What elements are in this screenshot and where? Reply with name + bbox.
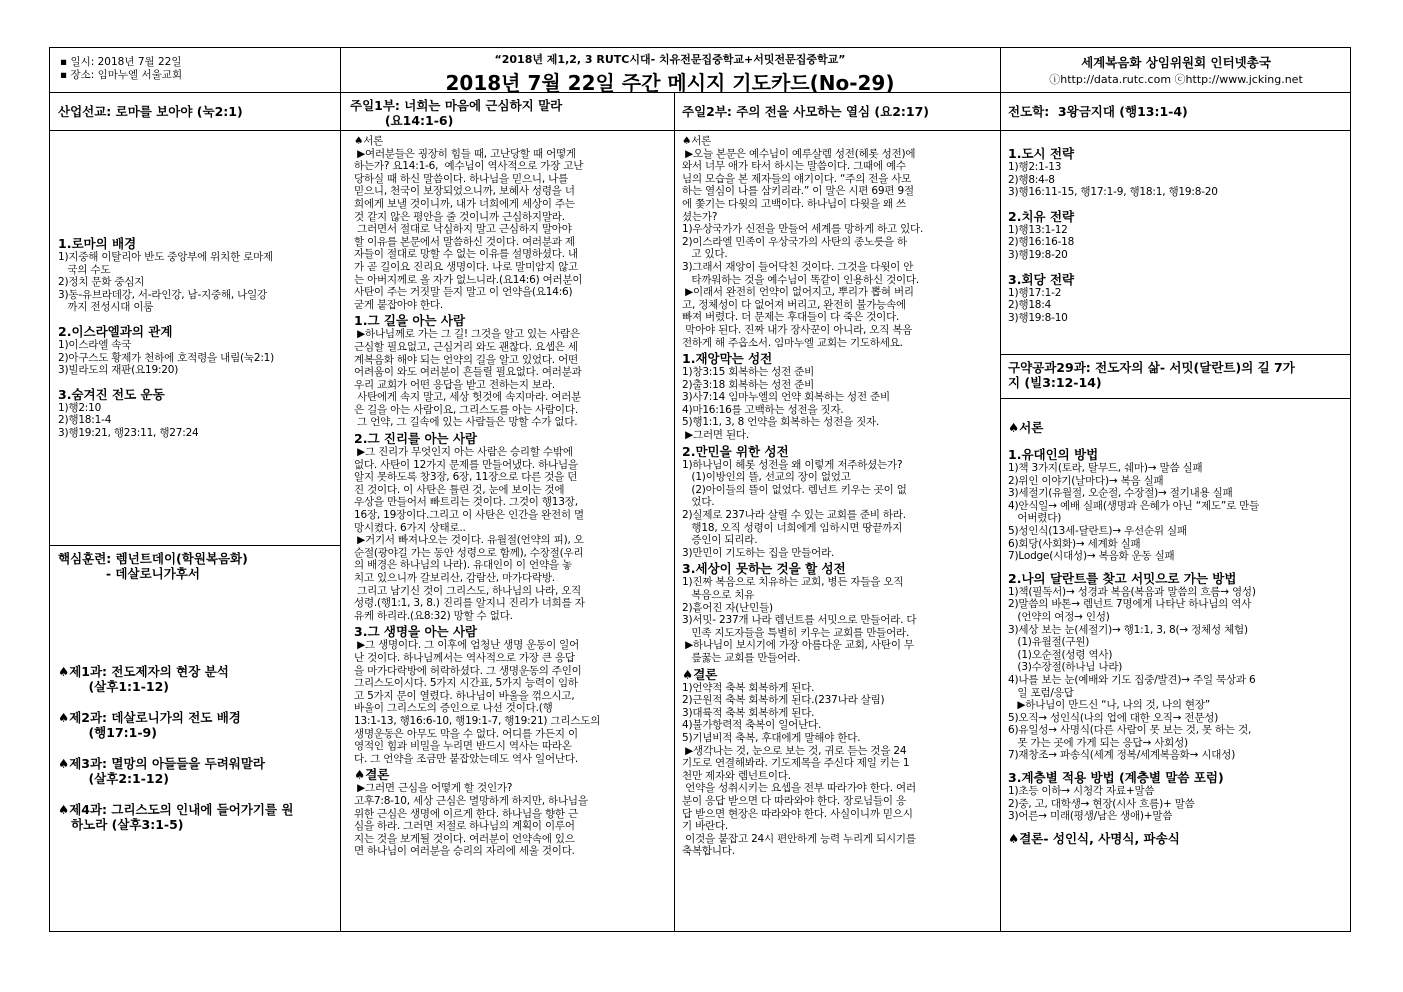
col4-heading: 전도학: 3왕금지대 (행13:1-4) (1008, 104, 1188, 119)
lesson-list (58, 664, 338, 832)
list-item: 1)행17:1-2 (1008, 286, 1062, 299)
section-text: ▶그 진리가 무엇인지 아는 사람은 승리할 수밖에 없다. 사탄이 12가지 문제를 만들어냈다. 하나님을 알지 못하도록 창3장, 6장, 11장으로 다른 것을 던 진 것이다. 이 사탄은 틀린 것, 눈에 보이는 것에 우상을 만들어서 빠트리는 것이다. 그것이 행13장, 16장, 19장이다.그리고 이 사탄은 인간을 완전히 멸 망시켰다. 6가지 상태로.. ▶거기서 빠져나오는 것이다. 유월절(언약의 피), 오 순절(광야길 가는 동안 성령으로 함께), 수장절(우리 의 배경은 하나님의 나라). 유대인이 이 언약을 놓 치고 있으니까 갈보리산, 감람산, 마가다락방. 그리고 남기신 것이 그리스도, 하나님의 나라, 오직 성령.(행1:1, 3, 8.) 진리를 알지니 진리가 너희를 자 유케 하리라.(요8:32) 망할 수 없다. (354, 446, 585, 622)
col1-body (58, 234, 338, 440)
list-item: 1)행2:10 (58, 401, 102, 414)
col1-heading: 산업선교: 로마를 보아야 (눅2:1) (58, 104, 243, 119)
list-item: 1)행2:1-13 (1008, 161, 1062, 173)
section-text: 1)책(필독서)→ 성경과 복음(복음과 말씀의 흐름→ 영성) 2)말씀의 바톤→ 렘넌트 7명에게 나타난 하나님의 역사 (언약의 여정→ 인성) 3)세상 보는 눈(세절기)→ 행1:1, 3, 8(→ 정체성 체험) (1)유월절(구원) (1)오순절(성령 역사) (3)수장절(하나님 나라) 4)나를 보는 눈(예배와 기도 집중/발견)→ 주일 묵상과 6 일 포럼/응답 ▶하나님이 만드신 “나, 나의 것, 나의 현장” 5)오직→ 성인식(나의 업에 대한 오직→ 전문성) 6)유일성→ 사명식(다른 사람이 못 보는 것, 못 하는 것, 못 가는 곳에 가게 되는 응답→ 사회성) 7)재창조→ 파송식(세계 정복/세계복음화→ 시대성) (1008, 585, 1256, 762)
list-item: 3)행19:8-20 (1008, 248, 1068, 261)
header-org-block (1002, 53, 1350, 87)
divider-col3 (1000, 48, 1001, 931)
place-line: ▪ 장소: 임마누엘 서울교회 (60, 69, 183, 81)
section-text: 1)초등 이하→ 시청각 자료+말씀 2)중, 고, 대학생→ 현장(시사 흐름)+ 말씀 3)어른→ 미래(평생/남은 생애)+말씀 (1008, 785, 1195, 823)
col4-divider-top (1000, 354, 1350, 355)
org-urls: ⓘhttp://data.rutc.com ⓒhttp://www.jcking.net (1049, 73, 1303, 86)
col3-intro: ♠서론 ▶오늘 본문은 예수님이 예루살렘 성전(헤롯 성전)에 와서 너무 애가 타서 하시는 말씀이다. 그때에 예수 님의 모습을 본 제자들의 얘기이다. “주의 전을 사모 하는 열심이 나를 삼키리라.” 이 말은 시편 69편 9절 에 쫓기는 다윗의 고백이다. 하나님이 다윗을 왜 쓰 셨는가? 1)우상국가가 신전을 만들어 세계를 망하게 하고 있다. 2)이스라엘 민족이 우상국가의 사탄의 종노릇을 하 고 있다. 3)그래서 재앙이 들어닥친 것이다. 그것을 다윗이 안 타까워하는 것을 예수님이 똑같이 인용하신 것이다. ▶이래서 완전히 언약이 없어지고, 뿌리가 뽑혀 버리 고, 정체성이 다 없어져 버리고, 완전히 불가능속에 빠져 버렸다. 더 문제는 후대들이 다 죽은 것이다. 막아야 된다. 진짜 내가 장사꾼이 아니라, 오직 복음 전하게 해 주옵소서. 임마누엘 교회는 기도하세요. (682, 135, 924, 349)
section-text: 1)언약적 축복 회복하게 된다. 2)근원적 축복 회복하게 된다.(237나라 살림) 3)대륙적 축복 회복하게 된다. 4)불가항력적 축복이 일어난다. 5)기념비적 축복, 후대에게 말해야 한다. ▶생각나는 것, 눈으로 보는 것, 귀로 듣는 것을 24 기도로 연결해봐라. 기도제목을 주신다 제일 키는 1 천만 제자와 렘넌트이다. 언약을 성취시키는 요셉을 전부 따라가야 한다. 여러 분이 응답 받으면 다 따라와야 한다. 장로님들이 응 답 받으면 현장은 따라와야 한다. 사실이니까 믿으시 기 바란다. 이것을 붙잡고 24시 편안하게 능력 누리게 되시기를 축복합니다. (682, 681, 916, 858)
col1-section-3 (58, 387, 338, 440)
date-line: ▪ 일시: 2018년 7월 22일 (60, 56, 182, 68)
list-item: 3)행19:21, 행23:11, 행27:24 (58, 426, 199, 439)
list-item: 2)행8:4-8 (1008, 173, 1055, 186)
list-item: 3)행19:8-10 (1008, 311, 1068, 324)
section-title: 3.계층별 적용 방법 (계층별 말씀 포럼) (1008, 770, 1224, 786)
section-title: 3.숨겨진 전도 운동 (58, 386, 165, 402)
section-title: 1.로마의 배경 (58, 236, 137, 251)
col4-lesson-heading: 구약공과29과: 전도자의 삶- 서밋(달란트)의 길 7가 지 (빌3:12-14) (1008, 360, 1295, 390)
col4-lesson-body (1008, 418, 1348, 846)
section-text: 1)창3:15 회복하는 성전 준비 2)출3:18 회복하는 성전 준비 3)사7:14 임마누엘의 언약 회복하는 성전 준비 4)마16:16를 고백하는 성전을 짓자. 5)행1:1, 3, 8 언약을 회복하는 성전을 짓자. ▶그러면 된다. (682, 366, 890, 442)
lesson-item: ♠제2과: 데살로니가의 전도 배경 (행17:1-9) (58, 710, 241, 740)
training-heading: 핵심훈련: 렘넌트데이(학원복음화) - 데살로니가후서 (58, 551, 248, 581)
section-text: 1)하나님이 헤롯 성전을 왜 이렇게 저주하셨는가? (1)이방인의 뜰, 선교의 장이 없었고 (2)아이들의 뜰이 없었다. 렘넌트 키우는 곳이 없 었다. 2)실제로 237나라 살릴 수 있는 교회를 준비 하라. 행18, 오직 성령이 너희에게 임하시면 땅끝까지 증인이 되리라. 3)만민이 기도하는 집을 만들어라. (682, 458, 907, 559)
section-title: 2.만민을 위한 성전 (682, 443, 789, 459)
col4-section-1 (1008, 146, 1348, 199)
list-item: 2)정치 문화 중심지 (58, 276, 145, 289)
list-item: 1)이스라엘 속국 (58, 338, 132, 351)
list-item: 2)아구스도 황제가 천하에 호적령을 내림(눅2:1) (58, 351, 275, 364)
list-item: 2)행18:1-4 (58, 414, 112, 427)
col2-body (354, 135, 672, 858)
header-info (60, 56, 335, 82)
section-title: 1.재앙막는 성전 (682, 351, 773, 367)
section-text: ▶그 생명이다. 그 이후에 엄청난 생명 운동이 일어 난 것이다. 하나님께서는 역사적으로 가장 큰 응답 을 마가다락방에 허락하셨다. 그 생명운동의 주인이 그리스도이시다. 5가지 시간표, 5가지 능력이 임하 고 5가지 문이 열렸다. 하나님이 바울을 꺾으시고, 바울이 그리스도의 증인으로 나선 것이다.(행 13:1-13, 행16:6-10, 행19:1-7, 행19:21) 그리스도의 생명운동은 아무도 막을 수 없다. 어디를 가든지 이 영적인 힘과 비밀을 누리면 반드시 역사는 따라온 다. 그 언약을 조금만 붙잡았는데도 역사 일어난다. (354, 639, 601, 765)
org-name: 세계복음화 상임위원회 인터넷총국 (1081, 55, 1271, 70)
section-title: ♠결론 (682, 666, 718, 682)
list-item: 3)빌라도의 재판(요19:20) (58, 364, 179, 377)
list-item: 1)지중해 이탈리아 반도 중앙부에 위치한 로마제 국의 수도 (58, 251, 273, 276)
col3-heading: 주일2부: 주의 전을 사모하는 열심 (요2:17) (682, 104, 930, 119)
list-item: 2)행16:16-18 (1008, 236, 1075, 249)
section-title: 3.세상이 못하는 것을 할 성전 (682, 561, 846, 577)
section-title: 1.그 길을 아는 사람 (354, 313, 466, 329)
divider-col1 (340, 48, 341, 931)
section-text: 1)진짜 복음으로 치유하는 교회, 병든 자들을 오직 복음으로 치유 2)흩어진 자(난민들) 3)서밋- 237개 나라 렘넌트를 서밋으로 만들어라. 다 민족 지도자들을 특별히 키우는 교회를 만들어라. ▶하나님이 보시기에 가장 아름다운 교회, 사탄이 무 릎꿇는 교회를 만들어라. (682, 576, 917, 664)
section-title: 2.나의 달란트를 찾고 서밋으로 가는 방법 (1008, 570, 1237, 586)
col4-section-3 (1008, 272, 1348, 325)
section-title: 2.그 진리를 아는 사람 (354, 431, 478, 447)
header-subtitle: “2018년 제1,2, 3 RUTC시대- 치유전문집중학교+서밋전문집중학교” (494, 53, 846, 66)
col1-section-1 (58, 236, 338, 314)
col1-section-2 (58, 324, 338, 377)
list-item: 3)동-유브라데강, 서-라인강, 남-지중해, 나일강 까지 전성시대 이룸 (58, 288, 267, 314)
section-text: ▶하나님께로 가는 그 길! 그것을 알고 있는 사람은 근심할 필요없고, 근심거리 와도 괜찮다. 요셉은 세 계복음화 해야 되는 언약의 길을 알고 있었다. 어떤 어려움이 와도 여러분이 흔들릴 필요없다. 여러분과 우리 교회가 어떤 응답을 받고 전하는지 보라. 사탄에게 속지 말고, 세상 헛것에 속지마라. 여러분 은 길을 아는 사람이요, 그리스도를 아는 사람이다. 그 언약, 그 길속에 있는 사람들은 망할 수가 없다. (354, 328, 582, 429)
list-item: 2)행18:4 (1008, 299, 1052, 312)
card-frame (49, 47, 1351, 932)
intro-title: ♠서론 (1008, 420, 1044, 435)
col4-section-2 (1008, 209, 1348, 262)
list-item: 1)행13:1-12 (1008, 223, 1068, 236)
section-title: 2.치유 전략 (1008, 208, 1075, 224)
heading-divider (50, 130, 1350, 131)
divider-col2 (674, 92, 675, 931)
section-text: 1)책 3가지(토라, 탈무드, 쉐마)→ 말씀 실패 2)위인 이야기(날마다)→ 복음 실패 3)세절기(유월절, 오순절, 수장절)→ 절기내용 실패 4)안식일→ 예배 실패(생명과 은혜가 아닌 “제도”로 만들 어버렸다) 5)성인식(13세-달란트)→ 우선순위 실패 6)회당(사회화)→ 세계화 실패 7)Lodge(시대성)→ 복음화 운동 실패 (1008, 462, 1260, 563)
section-title: ♠결론 (354, 767, 390, 783)
section-title: 1.유대인의 방법 (1008, 447, 1099, 462)
col4-strategies (1008, 144, 1348, 324)
section-text: ▶그러면 근심을 어떻게 할 것인가? 고후7:8-10, 세상 근심은 멸망하게 하지만, 하나님을 위한 근심은 생명에 이르게 한다. 하나님을 향한 근 심을 하라. 그러면 저절로 하나님의 계획이 이루어 지는 것을 보게될 것이다. 여러분이 언약속에 있으 면 하나님이 여러분을 승리의 자리에 세울 것이다. (354, 782, 588, 858)
conclusion-title: ♠결론- 성인식, 사명식, 파송식 (1008, 830, 1180, 846)
section-title: 1.도시 전략 (1008, 146, 1075, 161)
col3-body (682, 135, 996, 858)
lesson-item: ♠제1과: 전도제자의 현장 분석 (살후1:1-12) (58, 664, 229, 694)
header-title-block (342, 51, 998, 96)
lesson-item: ♠제3과: 멸망의 아들들을 두려워말라 (살후2:1-12) (58, 756, 266, 786)
col2-intro: ♠서론 ▶여러분들은 굉장히 힘들 때, 고난당할 때 어떻게 하는가? 요14:1-6, 예수님이 역사적으로 가장 고난 당하실 때 하신 말씀이다. 하나님을 믿으니, 나를 믿으니, 천국이 보장되었으니까, 보혜사 성령을 너 희에게 보낼 것이니까, 내가 너희에게 세상이 주는 것 같지 않은 평안을 줄 것이니까 근심하지말라. 그러면서 절대로 낙심하지 말고 근심하지 말아야 할 이유를 본문에서 말씀하신 것이다. 여러분과 제 자들이 절대로 망할 수 없는 이유를 설명하셨다. 내 가 곧 길이요 진리요 생명이다. 나로 말미암지 않고 는 아버지께로 올 자가 없느니라.(요14:6) 여러분이 사탄이 주는 거짓말 듣지 말고 이 언약을(요14:6) 굳게 붙잡아야 한다. (354, 135, 584, 311)
col4-divider-bottom (1000, 398, 1350, 399)
section-title: 3.회당 전략 (1008, 271, 1075, 287)
section-title: 2.이스라엘과의 관계 (58, 323, 173, 339)
col2-heading: 주일1부: 너희는 마음에 근심하지 말라 (요14:1-6) (350, 98, 563, 128)
list-item: 3)행16:11-15, 행17:1-9, 행18:1, 행19:8-20 (1008, 186, 1218, 199)
col1-divider (50, 545, 340, 546)
section-title: 3.그 생명을 아는 사람 (354, 624, 478, 640)
page-title: 2018년 7월 22일 주간 메시지 기도카드(No-29) (445, 71, 895, 95)
lesson-item: ♠제4과: 그리스도의 인내에 들어가기를 원 하노라 (살후3:1-5) (58, 802, 294, 832)
